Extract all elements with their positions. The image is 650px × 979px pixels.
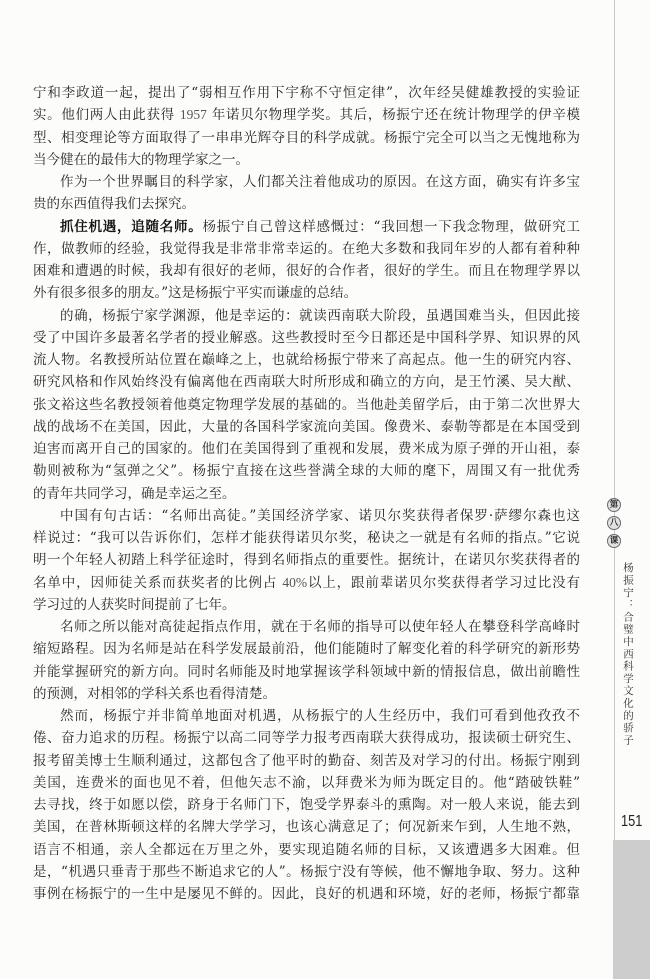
text-line: 研究风格和作风始终没有偏离他在西南联大时所形成和确立的方向，是王竹溪、吴大猷、 bbox=[33, 374, 580, 391]
text-line: 作为一个世界瞩目的科学家，人们都关注着他成功的原因。在这方面，确实有许多宝 bbox=[60, 174, 580, 190]
text-line: 倦、奋力追求的历程。杨振宁以高二同等学力报考西南联大获得成功，报读硕士研究生、 bbox=[33, 730, 580, 747]
thumb-index-tab bbox=[613, 840, 650, 979]
section-lead-heading: 抓住机遇，追随名师。 bbox=[60, 218, 203, 235]
text-segment: 杨振宁自己曾这样感慨过：“我回想一下我念物理，做研究工 bbox=[202, 218, 580, 235]
text-line: 受了中国许多最著名学者的授业解惑。这些教授时至今日都还是中国科学界、知识界的风 bbox=[33, 329, 580, 346]
text-line: 型、相变理论等方面取得了一串串光辉夺目的科学成就。杨振宁完全可以当之无愧地称为 bbox=[33, 129, 580, 146]
text-line: 作，做教师的经验，我觉得我是非常非常幸运的。在绝大多数和我同年岁的人都有着种种 bbox=[33, 240, 580, 257]
text-line: 当今健在的最伟大的物理学家之一。 bbox=[33, 151, 249, 168]
paragraph-1 bbox=[33, 82, 580, 171]
margin-rule-divider bbox=[614, 0, 615, 979]
text-line: 缩短路程。因为名师是站在科学发展最前沿，他们能随时了解变化着的科学研究的新形势 bbox=[33, 641, 580, 658]
year-number: 1957 bbox=[179, 107, 207, 123]
paragraph-6 bbox=[33, 616, 580, 705]
lesson-marker-circle: 第 bbox=[607, 498, 621, 512]
text-line: 贵的东西值得我们去探究。 bbox=[33, 196, 195, 213]
lesson-marker-circle: 八 bbox=[607, 516, 621, 530]
text-line: 并能掌握研究的新方向。同时名师能及时地掌握该学科领域中新的情报信息，做出前瞻性 bbox=[33, 663, 580, 680]
percentage-number: 40% bbox=[282, 574, 308, 590]
text-line bbox=[33, 216, 580, 238]
lesson-marker-circle: 课 bbox=[607, 534, 621, 548]
text-line: 战的战场不在美国，因此，大量的各国科学家流向美国。像费米、泰勒等都是在本国受到 bbox=[33, 418, 580, 435]
text-line: 中国有句古话：“名师出高徒。”美国经济学家、诺贝尔奖获得者保罗·萨缪尔森也这 bbox=[60, 507, 580, 524]
text-line: 外有很多很多的朋友。”这是杨振宁平实而谦虚的总结。 bbox=[33, 285, 358, 302]
text-line: 张文裕这些名教授领着他奠定物理学发展的基础的。当他赴美留学后，由于第二次世界大 bbox=[33, 396, 580, 413]
text-segment: 年诺贝尔物理学奖。其后，杨振宁还在统计物理学的伊辛模 bbox=[206, 107, 580, 124]
text-line: 流人物。名教授所站位置在巅峰之上，也就给杨振宁带来了高起点。他一生的研究内容、 bbox=[33, 352, 580, 368]
text-line: 的确，杨振宁家学渊源，他是幸运的：就读西南联大阶段，虽遇国难当头，但因此接 bbox=[60, 307, 580, 324]
text-segment: 以上，跟前辈诺贝尔奖获得者学习过比没有 bbox=[307, 574, 580, 591]
text-line: 美国，在普林斯顿这样的名牌大学学习，也该心满意足了；何况新来乍到，人生地不熟， bbox=[33, 819, 580, 836]
text-line: 的青年共同学习，确是幸运之至。 bbox=[33, 485, 236, 502]
text-line bbox=[33, 572, 580, 594]
text-line bbox=[33, 104, 580, 126]
text-line: 名师之所以能对高徒起指点作用，就在于名师的指导可以使年轻人在攀登科学高峰时 bbox=[60, 619, 580, 635]
paragraph-5 bbox=[33, 505, 580, 616]
paragraph-4 bbox=[33, 305, 580, 505]
text-segment: 实。他们两人由此获得 bbox=[33, 107, 180, 124]
text-line: 迫害而离开自己的国家的。他们在美国得到了重视和发展，费米成为原子弹的开山祖，泰 bbox=[33, 441, 580, 457]
text-line: 样说过：“我可以告诉你们，怎样才能获得诺贝尔奖，秘诀之一就是有名师的指点。”它说 bbox=[33, 530, 580, 546]
lesson-title-vertical: 杨振宁：合璧中西科学文化的骄子 bbox=[622, 562, 634, 747]
page-number: 151 bbox=[621, 813, 643, 830]
text-line: 是，“机遇只垂青于那些不断追求它的人”。杨振宁没有等候，他不懈地争取、努力。这种 bbox=[33, 863, 580, 880]
text-line: 美国，连费米的面也见不着，但他矢志不渝，以拜费米为师为既定目的。他“踏破铁鞋” bbox=[33, 774, 580, 791]
text-line: 宁和李政道一起，提出了“弱相互作用下宇称不守恒定律”，次年经吴健雄教授的实验证 bbox=[33, 85, 580, 101]
text-line: 然而，杨振宁并非简单地面对机遇，从杨振宁的人生经历中，我们可看到他孜孜不 bbox=[60, 708, 580, 724]
text-line: 报考留美博士生顺利通过，这都包含了他平时的勤奋、刻苦及对学习的付出。杨振宁刚到 bbox=[33, 752, 580, 769]
text-line: 去寻找，终于如愿以偿，跻身于名师门下，饱受学界泰斗的熏陶。对一般人来说，能去到 bbox=[33, 797, 580, 813]
text-line: 事例在杨振宁的一生中是屡见不鲜的。因此，良好的机遇和环境，好的老师，杨振宁都靠 bbox=[33, 886, 580, 902]
text-line: 学习过的人获奖时间提前了七年。 bbox=[33, 596, 236, 613]
paragraph-7 bbox=[33, 705, 580, 905]
text-line: 的预测，对相邻的学科关系也看得清楚。 bbox=[33, 685, 276, 702]
text-line: 明一个年轻人初踏上科学征途时，得到名师指点的重要性。据统计，在诺贝尔奖获得者的 bbox=[33, 552, 580, 569]
text-line: 困难和遭遇的时候，我却有很好的老师，很好的合作者，很好的学生。而且在物理学界以 bbox=[33, 263, 580, 279]
text-segment: 名单中，因师徒关系而获奖者的比例占 bbox=[33, 574, 283, 591]
paragraph-3 bbox=[33, 216, 580, 305]
body-text bbox=[33, 82, 580, 905]
text-line: 语言不相通，亲人全都远在万里之外，要实现追随名师的目标，又该遭遇多大困难。但 bbox=[33, 841, 580, 858]
text-line: 勒则被称为“氢弹之父”。杨振宁直接在这些誉满全球的大师的麾下，周围又有一批优秀 bbox=[33, 463, 580, 480]
paragraph-2 bbox=[33, 171, 580, 216]
